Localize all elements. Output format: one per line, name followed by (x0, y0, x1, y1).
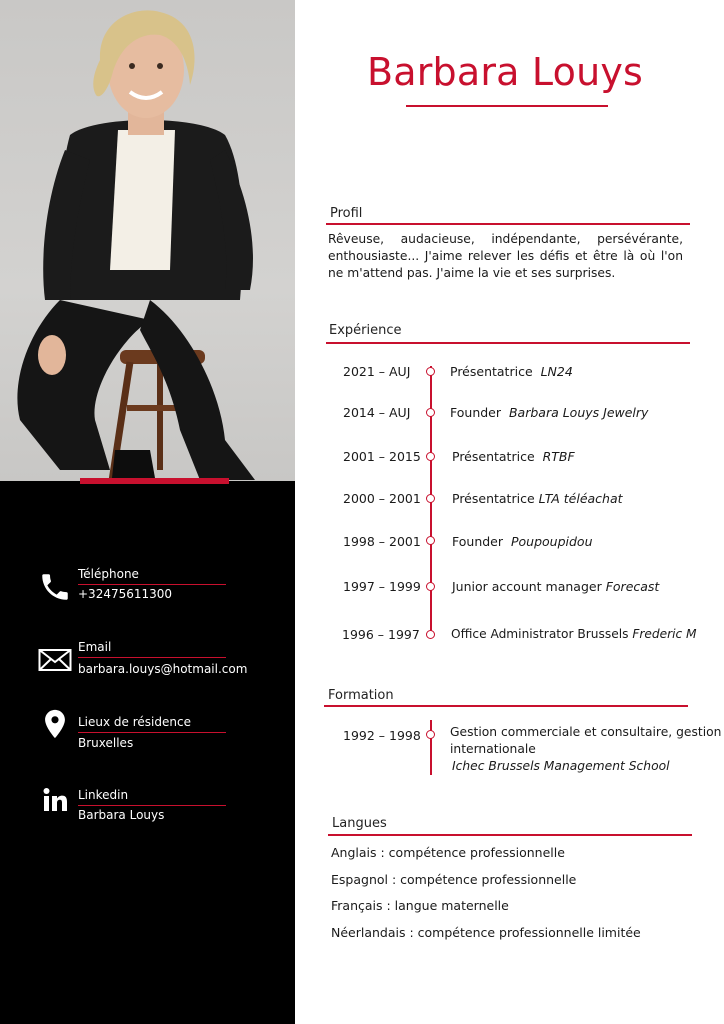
experience-role (450, 364, 573, 379)
contact-label: Téléphone (78, 567, 226, 585)
role-title: Présentatrice (452, 449, 535, 464)
section-divider (326, 342, 690, 344)
photo-accent-bar (80, 478, 229, 484)
experience-role (451, 627, 697, 641)
section-title-langues: Langues (332, 816, 387, 831)
location-pin-icon (38, 707, 72, 741)
role-title: Office Administrator Brussels (451, 627, 629, 641)
sidebar (0, 0, 295, 1024)
phone-number[interactable]: +32475611300 (78, 587, 173, 601)
language-item: Français : langue maternelle (331, 898, 509, 913)
experience-role (452, 449, 575, 464)
residence-value: Bruxelles (78, 736, 134, 750)
section-divider (324, 705, 688, 707)
linkedin-icon (38, 783, 72, 817)
role-org: Poupoupidou (510, 534, 593, 549)
portrait-illustration (0, 0, 295, 481)
role-title: Founder (450, 405, 502, 420)
role-title: Junior account manager (452, 579, 602, 594)
experience-dates: 2001 – 2015 (343, 449, 421, 464)
experience-role (452, 534, 593, 549)
portrait-photo (0, 0, 295, 481)
title-underline (406, 105, 608, 107)
role-org: Barbara Louys Jewelry (508, 405, 649, 420)
experience-dates: 2014 – AUJ (343, 405, 411, 420)
contact-label: Lieux de résidence (78, 715, 226, 733)
experience-role (452, 579, 659, 594)
timeline-dot (426, 730, 435, 739)
section-divider (328, 834, 692, 836)
linkedin-link[interactable]: Barbara Louys (78, 808, 165, 822)
experience-dates: 2021 – AUJ (343, 364, 411, 379)
role-title: Présentatrice (452, 491, 535, 506)
experience-dates: 1997 – 1999 (343, 579, 421, 594)
experience-dates: 2000 – 2001 (343, 491, 421, 506)
role-title: Founder (452, 534, 504, 549)
role-org: LN24 (540, 364, 573, 379)
section-title-experience: Expérience (329, 323, 402, 338)
role-org: Frederic M (632, 627, 697, 641)
section-title-formation: Formation (328, 688, 394, 703)
role-org: LTA téléachat (538, 491, 623, 506)
contact-label: Linkedin (78, 788, 226, 806)
timeline-dot (426, 494, 435, 503)
experience-dates: 1998 – 2001 (343, 534, 421, 549)
timeline-dot (426, 582, 435, 591)
formation-program: Gestion commerciale et consultaire, gestion (450, 725, 722, 739)
language-item: Espagnol : compétence professionnelle (331, 872, 577, 887)
language-item: Néerlandais : compétence professionnelle limitée (331, 925, 641, 940)
timeline-dot (426, 452, 435, 461)
section-title-profil: Profil (330, 206, 363, 221)
role-title: Présentatrice (450, 364, 533, 379)
timeline-dot (426, 630, 435, 639)
page-title: Barbara Louys (366, 50, 644, 94)
formation-dates: 1992 – 1998 (343, 728, 421, 743)
section-divider (326, 223, 690, 225)
timeline-dot (426, 408, 435, 417)
formation-program-cont: internationale (450, 742, 536, 756)
timeline-dot (426, 367, 435, 376)
experience-dates: 1996 – 1997 (342, 627, 420, 642)
mail-icon (38, 643, 72, 677)
formation-timeline (430, 720, 432, 775)
role-org: RTBF (542, 449, 575, 464)
experience-role (450, 405, 648, 420)
experience-role (452, 491, 623, 506)
role-org: Forecast (605, 579, 660, 594)
email-address[interactable]: barbara.louys@hotmail.com (78, 662, 248, 676)
phone-icon (38, 570, 72, 604)
contact-label: Email (78, 640, 226, 658)
timeline-dot (426, 536, 435, 545)
profil-text: Rêveuse, audacieuse, indépendante, persévérante, enthousiaste... J'aime relever les défis et être là où l'on ne m'attend pas. J'aime la vie et ses surprises. (328, 232, 683, 280)
formation-school: Ichec Brussels Management School (452, 759, 670, 773)
language-item: Anglais : compétence professionnelle (331, 845, 565, 860)
